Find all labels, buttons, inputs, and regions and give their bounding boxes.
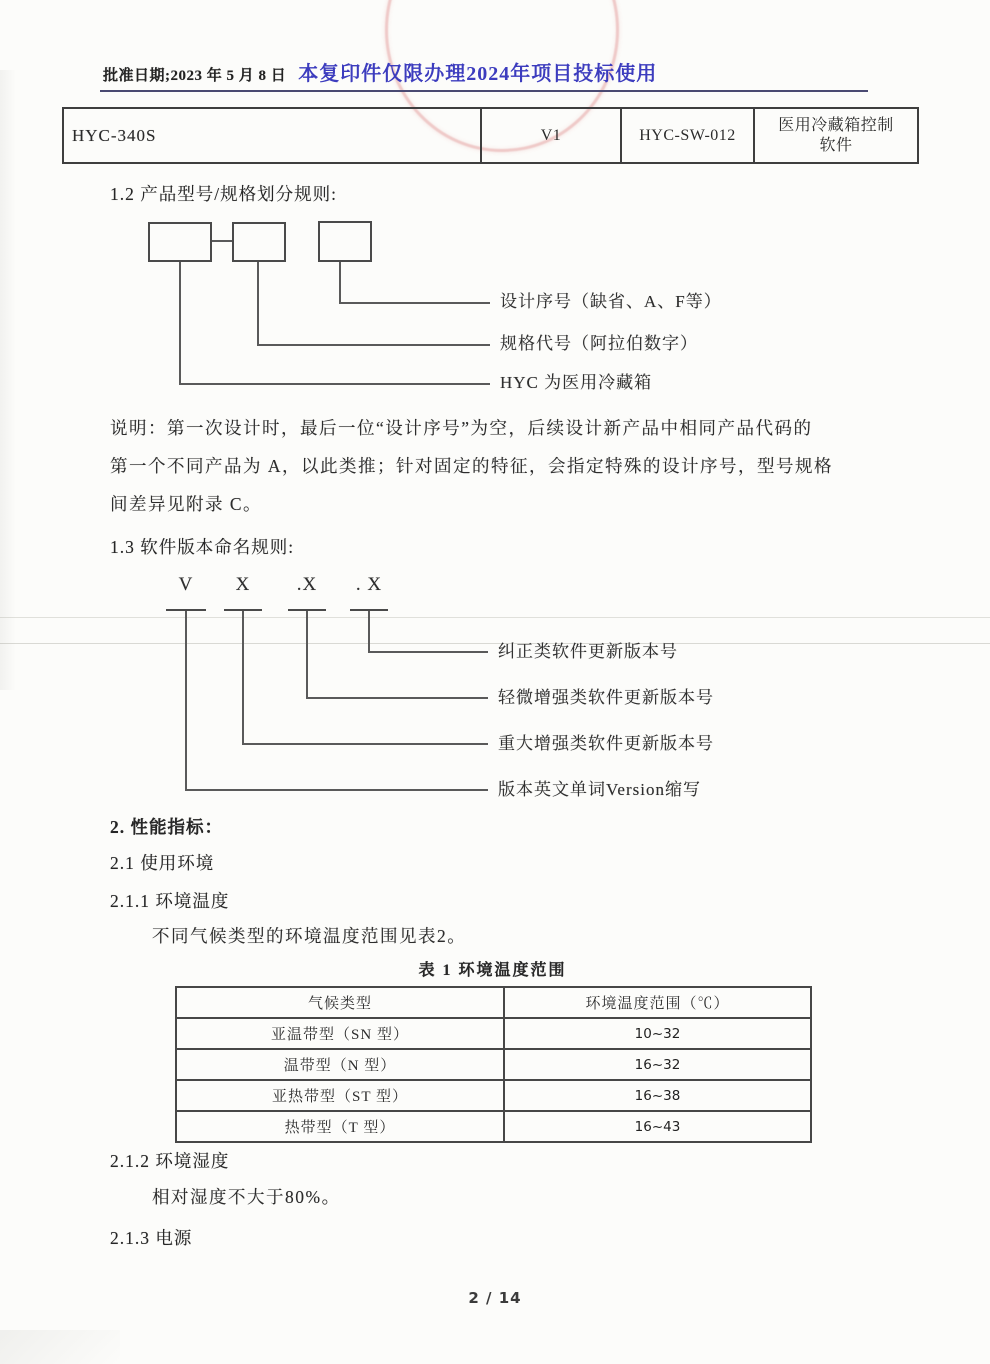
- climate-type-cell: 亚热带型（ST 型）: [176, 1080, 504, 1111]
- patch-version-label: 纠正类软件更新版本号: [498, 642, 678, 661]
- page-header: [103, 57, 657, 86]
- minor-version-label: 轻微增强类软件更新版本号: [498, 688, 714, 707]
- hyc-meaning-label: HYC 为医用冷藏箱: [500, 373, 653, 392]
- scan-shadow: [0, 70, 16, 690]
- approval-date-text: 批准日期;2023 年 5 月 8 日: [103, 68, 287, 84]
- design-serial-box: [318, 221, 372, 262]
- header-underline: [100, 90, 868, 92]
- temp-range-cell: 16~38: [504, 1080, 811, 1111]
- spec-code-label: 规格代号（阿拉伯数字）: [500, 334, 698, 353]
- scan-artifact-line: [0, 643, 990, 644]
- diagram-line: [368, 611, 370, 653]
- diagram-line: [339, 302, 490, 304]
- section-heading-2-1-1: 2.1.1 环境温度: [110, 891, 230, 911]
- version-word-label: 版本英文单词Version缩写: [498, 780, 701, 799]
- table-row: [176, 1080, 811, 1111]
- climate-type-cell: 温带型（N 型）: [176, 1049, 504, 1080]
- climate-type-cell: 热带型（T 型）: [176, 1111, 504, 1142]
- diagram-line: [185, 789, 488, 791]
- table-row: [176, 1049, 811, 1080]
- version-cell: V1: [481, 108, 621, 163]
- software-name-line1: 医用冷藏箱控制: [778, 116, 894, 134]
- table-header-row: [176, 987, 811, 1018]
- page-number: 2 / 14: [468, 1289, 522, 1307]
- climate-table: [175, 986, 812, 1143]
- model-cell: HYC-340S: [63, 108, 481, 163]
- section-heading-1-2: 1.2 产品型号/规格划分规则:: [110, 184, 337, 204]
- diagram-line: [179, 262, 181, 385]
- copy-restriction-notice: 本复印件仅限办理2024年项目投标使用: [298, 63, 658, 85]
- section-heading-1-3: 1.3 软件版本命名规则:: [110, 537, 295, 557]
- software-name-cell: [754, 108, 918, 163]
- note-line-3: 间差异见附录 C。: [110, 494, 263, 514]
- design-serial-label: 设计序号（缺省、A、F等）: [500, 292, 722, 311]
- scan-shadow: [0, 1330, 120, 1364]
- software-name-line2: 软件: [819, 136, 853, 154]
- major-version-label: 重大增强类软件更新版本号: [498, 734, 714, 753]
- spec-code-box: [232, 222, 286, 262]
- diagram-line: [242, 743, 488, 745]
- diagram-line: [179, 383, 490, 385]
- section-heading-2-1-2: 2.1.2 环境湿度: [110, 1151, 230, 1171]
- model-code-box: [148, 222, 212, 262]
- diagram-line: [242, 611, 244, 745]
- temperature-intro-text: 不同气候类型的环境温度范围见表2。: [152, 926, 467, 946]
- climate-type-cell: 亚温带型（SN 型）: [176, 1018, 504, 1049]
- table1-caption: 表 1 环境温度范围: [418, 962, 567, 979]
- diagram-line: [257, 262, 259, 346]
- temp-range-cell: 16~43: [504, 1111, 811, 1142]
- section-heading-2-1: 2.1 使用环境: [110, 853, 215, 873]
- diagram-line: [185, 611, 187, 791]
- box-connector-line: [212, 240, 232, 242]
- diagram-line: [306, 697, 488, 699]
- diagram-line: [306, 611, 308, 699]
- temp-range-cell: 10~32: [504, 1018, 811, 1049]
- temp-range-header: 环境温度范围（℃）: [504, 987, 811, 1018]
- section-heading-2-1-3: 2.1.3 电源: [110, 1228, 193, 1248]
- software-code-cell: HYC-SW-012: [621, 108, 754, 163]
- diagram-line: [257, 344, 490, 346]
- note-line-2: 第一个不同产品为 A，以此类推；针对固定的特征，会指定特殊的设计序号，型号规格: [110, 456, 834, 476]
- version-char-x3: . X: [355, 574, 383, 595]
- table-row: [176, 1111, 811, 1142]
- note-line-1: 说明：第一次设计时，最后一位“设计序号”为空，后续设计新产品中相同产品代码的: [110, 418, 813, 438]
- diagram-line: [368, 651, 488, 653]
- table-row: [176, 1018, 811, 1049]
- scan-artifact-line: [0, 617, 990, 618]
- version-char-x2: .X: [296, 574, 318, 595]
- version-char-v: V: [178, 574, 194, 595]
- humidity-text: 相对湿度不大于80%。: [152, 1187, 341, 1207]
- version-char-x1: X: [235, 574, 251, 595]
- diagram-line: [339, 262, 341, 304]
- section-heading-2: 2. 性能指标：: [110, 817, 223, 837]
- doc-info-table: [62, 107, 919, 164]
- temp-range-cell: 16~32: [504, 1049, 811, 1080]
- climate-type-header: 气候类型: [176, 987, 504, 1018]
